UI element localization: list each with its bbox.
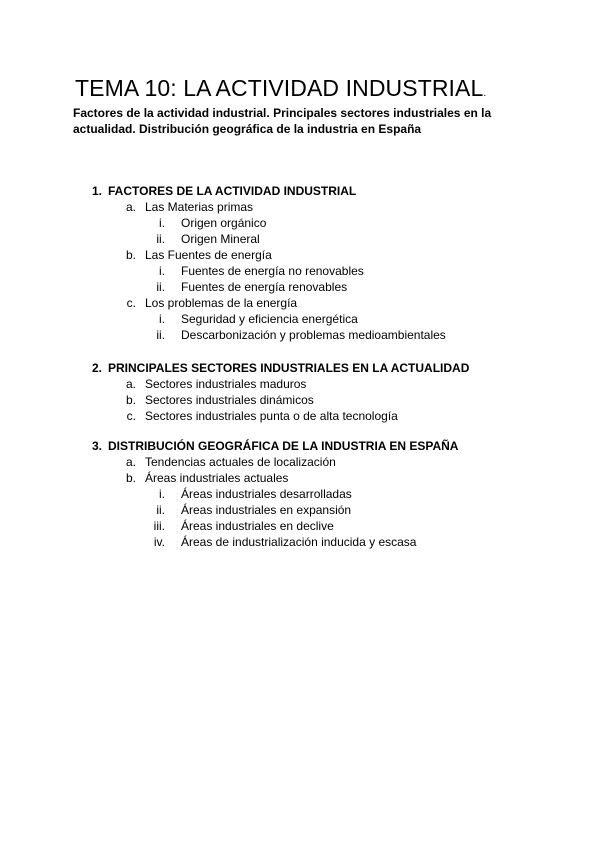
outline-subitem-text: Origen Mineral — [181, 232, 260, 246]
outline-subitem-text: Origen orgánico — [181, 216, 267, 230]
section-heading-text: DISTRIBUCIÓN GEOGRÁFICA DE LA INDUSTRIA EN ESPAÑA — [108, 439, 459, 453]
outline-subitem-text: Áreas industriales desarrolladas — [181, 487, 352, 501]
outline-subitem-number: ii. — [156, 328, 165, 342]
outline-item-text: Las Materias primas — [145, 200, 254, 214]
outline-subitem-number: i. — [159, 216, 165, 230]
outline-item-text: Sectores industriales maduros — [145, 377, 307, 391]
outline-subitem-text: Áreas industriales en expansión — [181, 503, 352, 517]
outline-item-text: Las Fuentes de energía — [145, 248, 272, 262]
outline-item-text: Los problemas de la energía — [145, 296, 298, 310]
outline-item-number: a. — [125, 200, 136, 214]
outline-item-number: a. — [125, 455, 136, 469]
section-heading-text: PRINCIPALES SECTORES INDUSTRIALES EN LA ACTUALIDAD — [108, 361, 470, 375]
outline-subitem-number: ii. — [156, 280, 165, 294]
outline-item-number: c. — [126, 409, 136, 423]
outline-item-number: b. — [125, 393, 136, 407]
outline-item-text: Áreas industriales actuales — [145, 471, 289, 485]
section-heading-number: 2. — [91, 361, 102, 375]
outline-subitem-number: ii. — [156, 232, 165, 246]
outline-subitem-number: i. — [159, 312, 165, 326]
outline-subitem-text: Fuentes de energía renovables — [181, 280, 348, 294]
section-heading-number: 1. — [91, 184, 102, 198]
outline-subitem-text: Seguridad y eficiencia energética — [181, 312, 358, 326]
outline-subitem-number: iii. — [153, 519, 165, 533]
section-heading-text: FACTORES DE LA ACTIVIDAD INDUSTRIAL — [108, 184, 357, 198]
outline-item-text: Sectores industriales dinámicos — [145, 393, 314, 407]
outline-item-number: b. — [125, 248, 136, 262]
title-text: TEMA 10: LA ACTIVIDAD INDUSTRIAL — [75, 75, 484, 101]
outline-subitem-number: ii. — [156, 503, 165, 517]
outline-item-number: b. — [125, 471, 136, 485]
outline-item-text: Tendencias actuales de localización — [145, 455, 336, 469]
outline-item-number: a. — [125, 377, 136, 391]
page-title — [75, 74, 486, 108]
outline-item-text: Sectores industriales punta o de alta tecnología — [145, 409, 398, 423]
outline-item-number: c. — [126, 296, 136, 310]
page-subtitle: Factores de la actividad industrial. Principales sectores industriales en la actualidad. Distribución geográfica de la industria en España — [73, 106, 492, 136]
outline-subitem-text: Descarbonización y problemas medioambientales — [181, 328, 446, 342]
outline-subitem-number: i. — [159, 487, 165, 501]
outline-subitem-text: Fuentes de energía no renovables — [181, 264, 364, 278]
section-heading-number: 3. — [91, 439, 102, 453]
outline-subitem-number: iv. — [153, 535, 165, 549]
outline-subitem-number: i. — [159, 264, 165, 278]
outline-subitem-text: Áreas de industrialización inducida y escasa — [181, 535, 417, 549]
outline-subitem-text: Áreas industriales en declive — [181, 519, 334, 533]
title-trailing-dot: . — [483, 88, 487, 99]
